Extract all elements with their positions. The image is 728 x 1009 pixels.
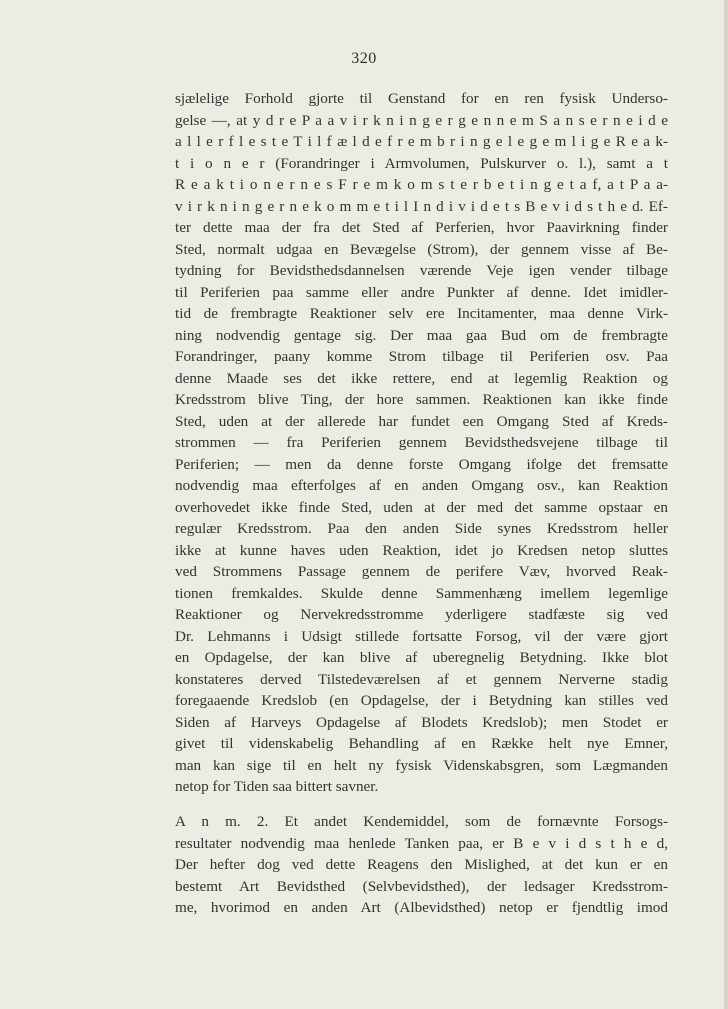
text-line: tionen fremkaldes. Skulde denne Sammenhæng imellem legemlige xyxy=(175,584,668,602)
text-line: ning nodvendig gentage sig. Der maa gaa Bud om de frembragte xyxy=(175,326,668,344)
text-line: ikke at kunne haves uden Reaktion, idet jo Kredsen netop sluttes xyxy=(175,541,668,559)
text-line: v i r k n i n g e r n e k o m m e t i l I n d i v i d e t s B e v i d s t h e d. Ef- xyxy=(175,197,668,215)
text-line: Forandringer, paany komme Strom tilbage til Periferien osv. Paa xyxy=(175,348,668,365)
text-line: givet til videnskabelig Behandling af en Række helt nye Emner, xyxy=(175,735,668,752)
text-line: Dr. Lehmanns i Udsigt stillede fortsatte Forsog, vil der være gjort xyxy=(175,627,668,645)
text-line: Der hefter dog ved dette Reagens den Mislighed, at det kun er en xyxy=(175,856,668,873)
main-paragraph xyxy=(175,88,668,798)
text-line: denne Maade ses det ikke rettere, end at legemlig Reaktion og xyxy=(175,369,668,387)
text-line: me, hvorimod en anden Art (Albevidsthed) netop er fjendtlig imod xyxy=(175,899,668,916)
note-paragraph xyxy=(175,811,668,919)
text-line: strommen — fra Periferien gennem Bevidsthedsvejene tilbage til xyxy=(175,434,668,451)
text-line: Periferien; — men da denne forste Omgang ifolge det fremsatte xyxy=(175,455,668,473)
page-number: 320 xyxy=(351,50,377,67)
text-line: man kan sige til en helt ny fysisk Videnskabsgren, som Lægmanden xyxy=(175,756,668,774)
text-line: ter dette maa der fra det Sted af Perferien, hvor Paavirkning finder xyxy=(175,219,668,236)
text-line: nodvendig maa efterfolges af en anden Omgang osv., kan Reaktion xyxy=(175,477,668,494)
text-line: netop for Tiden saa bittert savner. xyxy=(175,778,379,795)
text-line: A n m. 2. Et andet Kendemiddel, som de fornævnte Forsogs- xyxy=(175,813,668,830)
text-line: resultater nodvendig maa henlede Tanken paa, er B e v i d s t h e d, xyxy=(175,834,668,852)
text-line: Reaktioner og Nervekredsstromme yderligere stadfæste sig ved xyxy=(175,606,668,623)
text-line: Sted, normalt udgaa en Bevægelse (Strom), der gennem visse af Be- xyxy=(175,240,668,258)
text-line: regulær Kredsstrom. Paa den anden Side synes Kredsstrom heller xyxy=(175,520,668,537)
text-line: gelse —, at y d r e P a a v i r k n i n g e r g e n n e m S a n s e r n e i d e xyxy=(175,111,668,129)
text-line: Siden af Harveys Opdagelse af Blodets Kredslob); men Stodet er xyxy=(175,713,668,731)
text-line: a l l e r f l e s t e T i l f æ l d e f r e m b r i n g e l e g e m l i g e R e a k- xyxy=(175,133,668,150)
text-line: tid de frembragte Reaktioner selv ere Incitamenter, maa denne Virk- xyxy=(175,305,668,322)
text-line: R e a k t i o n e r n e s F r e m k o m s t e r b e t i n g e t a f, a t P a a- xyxy=(175,176,668,193)
text-line: Kredsstrom blive Ting, der hore sammen. Reaktionen kan ikke finde xyxy=(175,391,668,408)
text-line: bestemt Art Bevidsthed (Selvbevidsthed), der ledsager Kredsstrom- xyxy=(175,877,668,895)
text-line: sjælelige Forhold gjorte til Genstand for en ren fysisk Underso- xyxy=(175,90,668,107)
text-line: konstateres derved Tilstedeværelsen af et gennem Nerverne stadig xyxy=(175,670,668,688)
text-line: overhovedet ikke finde Sted, uden at der med det samme opstaar en xyxy=(175,498,668,516)
text-line: en Opdagelse, der kan blive af uberegnelig Betydning. Ikke blot xyxy=(175,649,668,666)
text-line: Sted, uden at der allerede har fundet een Omgang Sted af Kreds- xyxy=(175,412,668,430)
text-line: ved Strommens Passage gennem de perifere Væv, hvorved Reak- xyxy=(175,563,668,580)
text-line: tydning for Bevidsthedsdannelsen værende Veje igen vender tilbage xyxy=(175,262,668,279)
text-line: til Periferien paa samme eller andre Punkter af denne. Idet imidler- xyxy=(175,283,668,301)
text-line: t i o n e r (Forandringer i Armvolumen, Pulskurver o. l.), samt a t xyxy=(175,154,668,172)
page-edge xyxy=(724,0,728,1009)
text-line: foregaaende Kredslob (en Opdagelse, der i Betydning kan stilles ved xyxy=(175,692,668,709)
